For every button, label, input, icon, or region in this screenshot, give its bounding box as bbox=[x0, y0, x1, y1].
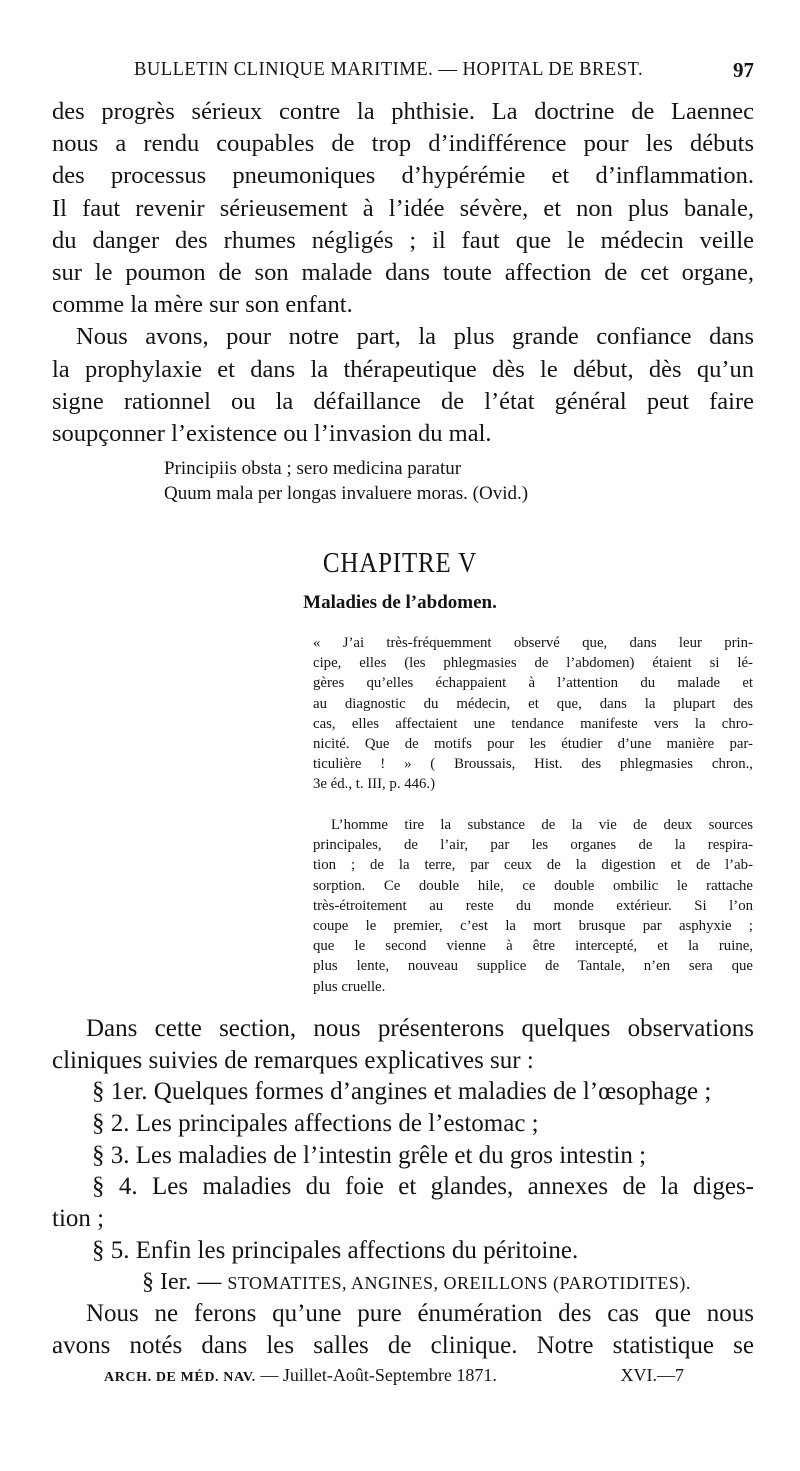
quote-line: Principiis obsta ; sero medicina paratur bbox=[164, 458, 462, 479]
epigraph-line: cas, elles affectaient une tendance manifeste vers la chro- bbox=[313, 715, 753, 732]
epigraph-line: très-étroitement au reste du monde extérieur. Si l’on bbox=[313, 897, 753, 914]
epigraph-line: cipe, elles (les phlegmasies de l’abdomen) étaient si lé- bbox=[313, 655, 753, 672]
section-list-item: § 1er. Quelques formes d’angines et maladies de l’œsophage ; bbox=[92, 1078, 712, 1106]
signature-mark: XVI.—7 bbox=[620, 1365, 684, 1385]
epigraph-line: plus lente, nouveau supplice de Tantale, n’en sera que bbox=[313, 958, 753, 975]
body-line: Nous ne ferons qu’une pure énumération des cas que nous bbox=[86, 1300, 754, 1328]
epigraph-line: ticulière ! » ( Broussais, Hist. des phlegmasies chron., bbox=[313, 756, 753, 773]
body-line: soupçonner l’existence ou l’invasion du mal. bbox=[52, 419, 492, 447]
body-line: nous a rendu coupables de trop d’indifférence pour les débuts bbox=[52, 130, 754, 158]
page-number: 97 bbox=[733, 58, 754, 82]
epigraph-second bbox=[313, 815, 753, 997]
body-line: Il faut revenir sérieusement à l’idée sévère, et non plus banale, bbox=[52, 194, 754, 222]
body-line: du danger des rhumes négligés ; il faut que le médecin veille bbox=[52, 226, 754, 254]
body-line: signe rationnel ou la défaillance de l’état général peut faire bbox=[52, 387, 754, 415]
body-line: des processus pneumoniques d’hypérémie et d’inflammation. bbox=[52, 162, 754, 190]
body-line: cliniques suivies de remarques explicatives sur : bbox=[52, 1046, 534, 1074]
epigraph-line: gères qu’elles échappaient à l’attention du malade et bbox=[313, 675, 753, 692]
epigraph-line: tion ; de la terre, par ceux de la digestion et de l’ab- bbox=[313, 857, 753, 874]
section-heading bbox=[52, 1267, 754, 1299]
body-line: sur le poumon de son malade dans toute affection de cet organe, bbox=[52, 258, 754, 286]
section-list-item: § 4. Les maladies du foie et glandes, annexes de la diges- bbox=[92, 1173, 754, 1201]
page-footer bbox=[104, 1365, 704, 1389]
body-text-bottom bbox=[52, 1013, 754, 1362]
body-line: la prophylaxie et dans la thérapeutique dès le début, dès qu’un bbox=[52, 355, 754, 383]
chapter-subtitle: Maladies de l’abdomen. bbox=[303, 592, 497, 613]
footer-reference bbox=[104, 1365, 497, 1386]
section-heading-prefix: § Ier. — bbox=[142, 1268, 222, 1295]
section-list-item: § 5. Enfin les principales affections du péritoine. bbox=[92, 1236, 579, 1264]
epigraph-line: au diagnostic du médecin, et que, dans la plupart des bbox=[313, 695, 753, 712]
running-title: BULLETIN CLINIQUE MARITIME. — HOPITAL DE BREST. bbox=[134, 58, 644, 80]
body-line: avons notés dans les salles de clinique. Notre statistique se bbox=[52, 1331, 754, 1359]
body-line: Nous avons, pour notre part, la plus grande confiance dans bbox=[76, 323, 754, 351]
epigraph-line: L’homme tire la substance de la vie de deux sources bbox=[331, 817, 753, 833]
epigraph-line: nicité. Que de motifs pour les étudier d’une manière par- bbox=[313, 735, 753, 752]
chapter-title: CHAPITRE V bbox=[322, 547, 478, 579]
epigraph-line: 3e éd., t. III, p. 446.) bbox=[313, 776, 436, 793]
epigraph-broussais bbox=[313, 633, 753, 795]
section-heading-title: STOMATITES, ANGINES, OREILLONS (PAROTIDITES). bbox=[227, 1272, 691, 1293]
body-line: Dans cette section, nous présenterons quelques observations bbox=[86, 1015, 754, 1042]
running-header bbox=[134, 58, 754, 88]
epigraph-line: plus cruelle. bbox=[313, 978, 386, 995]
epigraph-line: sorption. Ce double hile, ce double ombilic le rattache bbox=[313, 877, 753, 894]
section-list-item: § 3. Les maladies de l’intestin grêle et du gros intestin ; bbox=[92, 1141, 647, 1169]
journal-abbrev: ARCH. DE MÉD. NAV. bbox=[104, 1370, 256, 1385]
epigraph-line: que le second vienne à être intercepté, et la ruine, bbox=[313, 938, 753, 955]
latin-quote bbox=[164, 456, 644, 506]
body-line: comme la mère sur son enfant. bbox=[52, 291, 353, 319]
journal-issue: — Juillet-Août-Septembre 1871. bbox=[260, 1365, 497, 1385]
section-list-item-continued: tion ; bbox=[52, 1205, 105, 1233]
section-list-item: § 2. Les principales affections de l’estomac ; bbox=[92, 1110, 539, 1138]
epigraph-line: principales, de l’air, par les organes de la respira- bbox=[313, 837, 753, 854]
epigraph-line: coupe le premier, c’est la mort brusque par asphyxie ; bbox=[313, 917, 753, 934]
body-text-top bbox=[52, 96, 754, 450]
epigraph-line: « J’ai très-fréquemment observé que, dans leur prin- bbox=[313, 635, 753, 651]
quote-line: Quum mala per longas invaluere moras. (Ovid.) bbox=[164, 483, 529, 504]
body-line: des progrès sérieux contre la phthisie. La doctrine de Laennec bbox=[52, 98, 754, 125]
